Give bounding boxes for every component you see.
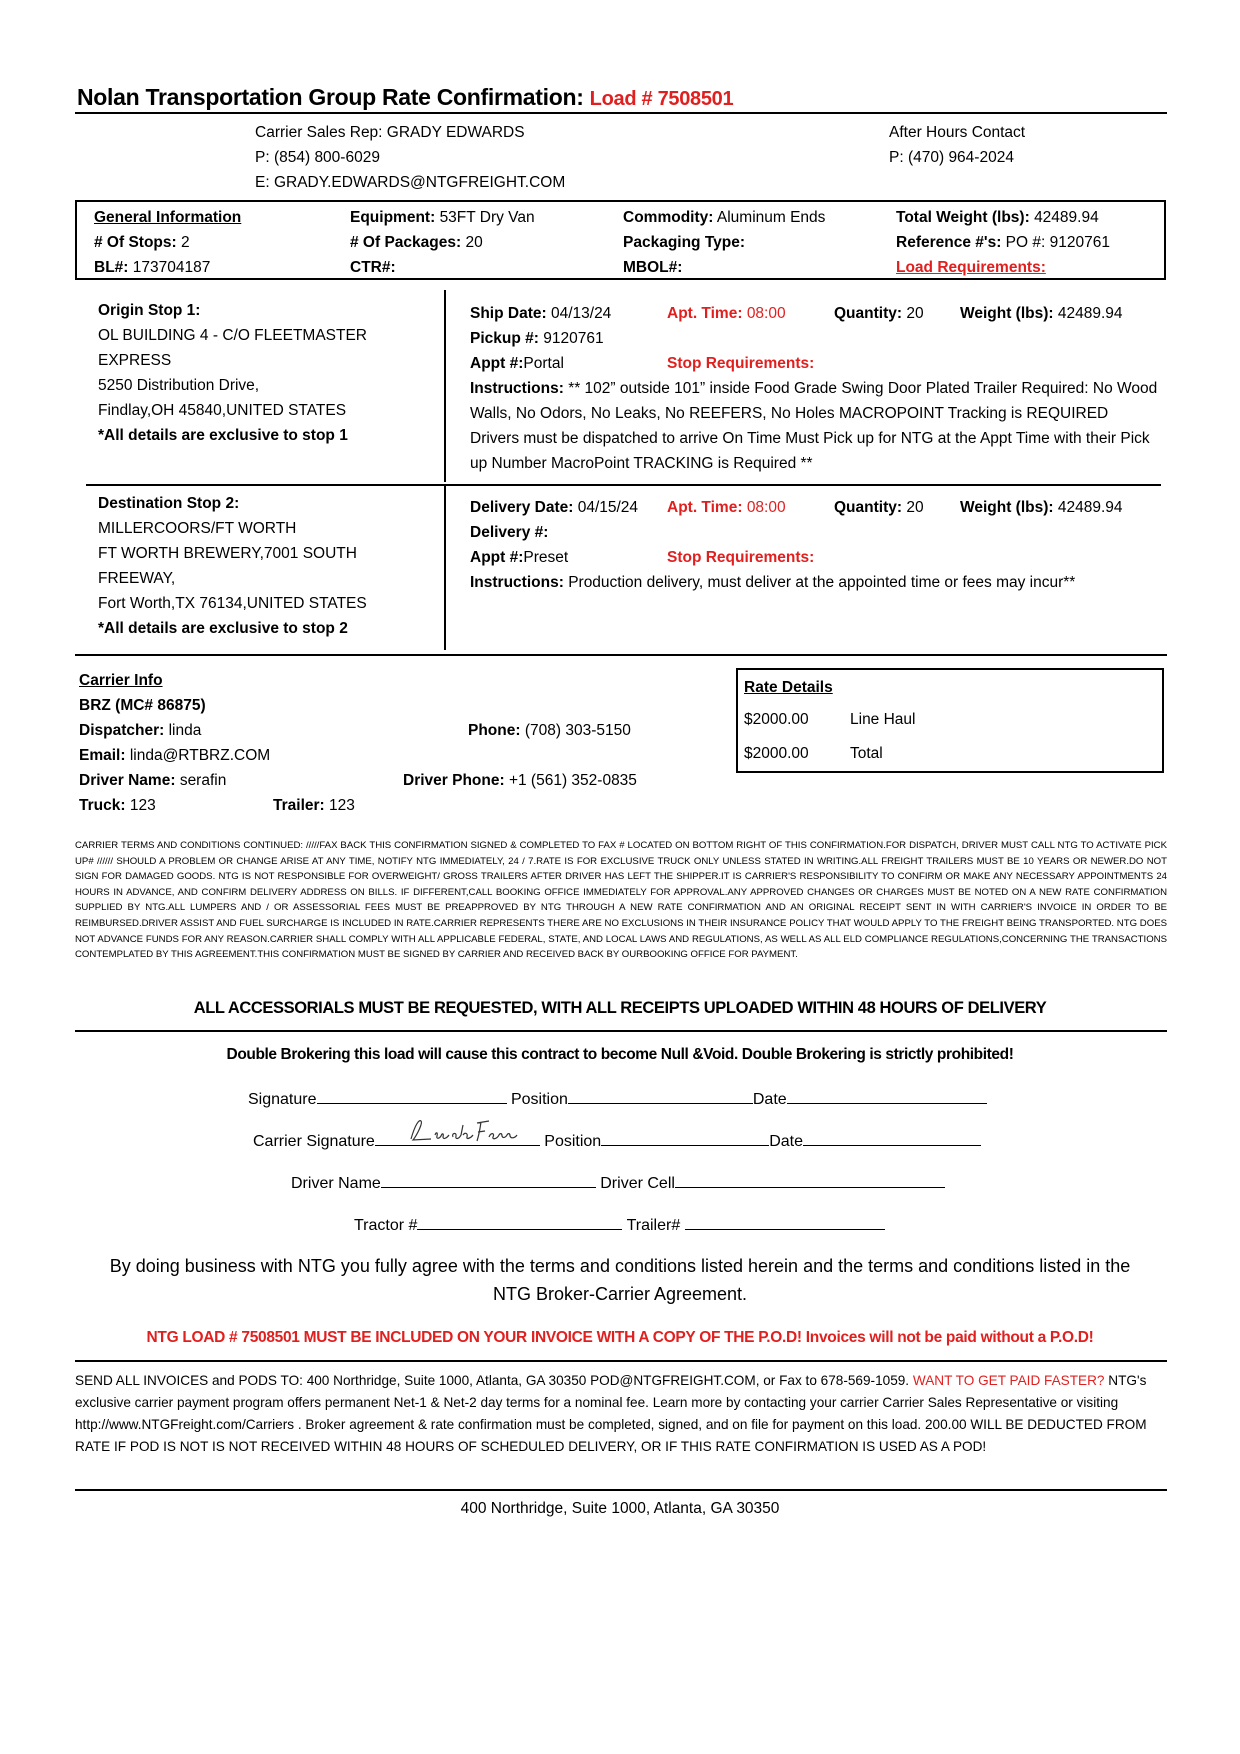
sales-rep-phone: P: (854) 800-6029 [255,149,380,166]
line-haul-amount: $2000.00 [744,711,809,728]
carrier-phone: Phone: (708) 303-5150 [468,722,631,739]
carrier-info-heading: Carrier Info [79,672,163,689]
agreement-line-2: NTG Broker-Carrier Agreement. [492,1284,748,1304]
origin-name-1: OL BUILDING 4 - C/O FLEETMASTER [98,327,368,344]
rate-details-heading: Rate Details [744,679,833,696]
driver-phone: Driver Phone: +1 (561) 352-0835 [403,772,637,789]
total-label: Total [850,745,883,762]
destination-heading: Destination Stop 2: [98,495,240,512]
position-label: Position [510,1091,568,1108]
origin-apt-time: Apt. Time: 08:00 [667,305,786,322]
pickup-number: Pickup #: 9120761 [470,330,604,347]
document-title [77,84,733,111]
origin-weight: Weight (lbs): 42489.94 [960,305,1123,322]
driver-cell-field[interactable] [675,1173,945,1188]
stops-count: # Of Stops: 2 [94,234,190,251]
destination-name-3: FREEWAY, [98,570,176,587]
tractor-label: Tractor # [354,1217,418,1234]
destination-name-2: FT WORTH BREWERY,7001 SOUTH [98,545,357,562]
destination-exclusive-note: *All details are exclusive to stop 2 [98,620,348,637]
truck-number: Truck: 123 [79,797,156,814]
signature-row [248,1089,987,1109]
driver-name: Driver Name: serafin [79,772,227,789]
general-info-heading: General Information [94,209,242,226]
destination-appt-number: Appt #:Preset [470,549,569,566]
trailer-field[interactable] [685,1215,885,1230]
origin-stop-block [98,298,438,448]
sales-rep-block [255,120,565,195]
equipment: Equipment: 53FT Dry Van [350,209,535,226]
date-label: Date [752,1091,787,1108]
dispatcher: Dispatcher: linda [79,722,202,739]
load-requirements-link[interactable]: Load Requirements: [896,259,1046,276]
carrier-signature-row [253,1131,981,1151]
general-information-box [75,200,1166,280]
destination-weight: Weight (lbs): 42489.94 [960,499,1123,516]
origin-quantity: Quantity: 20 [834,305,924,322]
stop-separator [86,484,1161,486]
origin-name-2: EXPRESS [98,352,172,369]
footer-rule [75,1489,1167,1491]
double-brokering-notice: Double Brokering this load will cause this contract to become Null &Void. Double Brokering is strictly prohibited! [226,1046,1014,1063]
carrier-date-label: Date [769,1133,803,1150]
position-field[interactable] [568,1089,753,1104]
ctr-number: CTR#: [350,259,396,276]
driver-row [291,1173,945,1193]
paid-faster-link[interactable]: WANT TO GET PAID FASTER? [912,1373,1105,1388]
trailer-number: Trailer: 123 [273,797,355,814]
destination-name-1: MILLERCOORS/FT WORTH [98,520,297,537]
pod-notice: NTG LOAD # 7508501 MUST BE INCLUDED ON YOUR INVOICE WITH A COPY OF THE P.O.D! Invoices will not be paid without a P.O.D! [146,1329,1094,1346]
origin-appt-number: Appt #:Portal [470,355,564,372]
send-invoices-text: SEND ALL INVOICES and PODS TO: 400 Northridge, Suite 1000, Atlanta, GA 30350 POD@NTGFREIGHT.COM, or Fax to 678-569-1059. [75,1373,910,1388]
destination-stop-block [98,491,438,641]
total-weight: Total Weight (lbs): 42489.94 [896,209,1099,226]
delivery-date: Delivery Date: 04/15/24 [470,499,639,516]
commodity: Commodity: Aluminum Ends [623,209,826,226]
payment-program-text: NTG's exclusive carrier payment program offers permanent Net-1 & Net-2 day terms for a nominal fee. Learn more by contacting your carrier Carrier Sales Representative or visiting http://www.NTGFreight.com/Carriers . Broker agreement & rate confirmation must be completed, signed, and on file for payment on this load. 200.00 WILL BE DEDUCTED FROM RATE IF POD IS NOT IS NOT RECEIVED WITHIN 48 HOURS OF SCHEDULED DELIVERY, OR IF THIS RATE CONFIRMATION IS USED AS A POD! [75,1373,1147,1454]
destination-apt-time: Apt. Time: 08:00 [667,499,786,516]
carrier-email: Email: linda@RTBRZ.COM [79,747,271,764]
line-haul-label: Line Haul [850,711,916,728]
carrier-position-label: Position [544,1133,602,1150]
rate-details-box [736,668,1164,773]
agreement-line-1: By doing business with NTG you fully agree with the terms and conditions listed herein and the terms and conditions listed in the [109,1256,1131,1276]
carrier-signature-label: Carrier Signature [253,1133,375,1150]
invoice-instructions [75,1370,1167,1458]
pod-rule [75,1360,1167,1362]
destination-stop-requirements: Stop Requirements: [667,549,815,566]
packaging-type: Packaging Type: [623,234,746,251]
ship-date: Ship Date: 04/13/24 [470,305,612,322]
driver-cell-label: Driver Cell [600,1175,675,1192]
destination-divider [444,486,446,650]
origin-address-2: Findlay,OH 45840,UNITED STATES [98,402,347,419]
sales-rep-name: Carrier Sales Rep: GRADY EDWARDS [255,124,525,141]
origin-instructions: Instructions: ** 102” outside 101” inside Food Grade Swing Door Plated Trailer Required: No Wood Walls, No Odors, No Leaks, No REEFERS, No Holes MACROPOINT Tracking is REQUIRED Drivers must be dispatched to arrive On Time Must Pick up for NTG at the Appt Time with their Pick up Number MacroPoint TRACKING is Required ** [470,380,1158,472]
mbol-number: MBOL#: [623,259,683,276]
title-rule [75,112,1167,114]
driver-name-label: Driver Name [291,1175,381,1192]
packages-count: # Of Packages: 20 [350,234,483,251]
signature-label: Signature [248,1091,317,1108]
origin-divider [444,290,446,482]
carrier-name: BRZ (MC# 86875) [79,697,206,714]
origin-heading: Origin Stop 1: [98,302,201,319]
handwritten-signature [405,1115,525,1145]
total-amount: $2000.00 [744,745,809,762]
signature-field[interactable] [317,1089,507,1104]
load-number: Load # 7508501 [589,88,734,110]
carrier-position-field[interactable] [601,1131,769,1146]
accessorials-notice: ALL ACCESSORIALS MUST BE REQUESTED, WITH ALL RECEIPTS UPLOADED WITHIN 48 HOURS OF DELIVERY [193,999,1047,1017]
after-hours-phone: P: (470) 964-2024 [889,149,1014,166]
bl-number: BL#: 173704187 [94,259,211,276]
carrier-date-field[interactable] [803,1131,981,1146]
stops-bottom-rule [75,654,1167,656]
equipment-row [354,1215,885,1235]
tractor-field[interactable] [417,1215,622,1230]
reference-numbers: Reference #'s: PO #: 9120761 [896,234,1110,251]
origin-exclusive-note: *All details are exclusive to stop 1 [98,427,348,444]
title-text: Nolan Transportation Group Rate Confirmation: [77,84,584,110]
terms-and-conditions: CARRIER TERMS AND CONDITIONS CONTINUED: /////FAX BACK THIS CONFIRMATION SIGNED & COMPLETED TO FAX # LOCATED ON BOTTOM RIGHT OF THIS CONFIRMATION.FOR DISPATCH, DRIVER MUST CALL NTG TO ACTIVATE PICK UP# ////// SHOULD A PROBLEM OR CHANGE ARISE AT ANY TIME, NOTIFY NTG IMMEDIATELY, 24 / 7.RATE IS FOR EXCLUSIVE TRUCK ONLY UNLESS STATED IN WRITING.ALL FREIGHT TRAILERS MUST BE 10 YEARS OR NEWER.DO NOT SIGN FOR DAMAGED GOODS. NTG IS NOT RESPONSIBLE FOR OVERWEIGHT/ GROSS TRAILERS AFTER DRIVER HAS LEFT THE SHIPPER.IT IS CARRIER'S RESPONSIBILITY TO CONFIRM OR MAKE ANY NECESSARY APPOINTMENTS 24 HOURS IN ADVANCE, AND CONFIRM DELIVERY ADDRESS ON BILLS. IF DIFFERENT,CALL BOOKING OFFICE IMMEDIATELY FOR APPROVAL.ANY APPROVED CHANGES OR CHARGES MUST BE NOTED ON A NEW RATE CONFIRMATION SUPPLIED BY NTG.ALL LUMPERS AND / OR ASSESSORIAL FEES MUST BE PREAPPROVED BY NTG THROUGH A NEW RATE CONFIRMATION AND AN ORIGINAL RECEIPT SENT IN WITH CARRIER'S INVOICE IN ORDER TO BE REIMBURSED.DRIVER ASSIST AND FUEL SURCHARGE IS INCLUDED IN RATE.CARRIER REPRESENTS THERE ARE NO EXCLUSIONS IN THEIR INSURANCE POLICY THAT WOULD APPLY TO THE FREIGHT BEING TRANSPORTED. NTG DOES NOT ADVANCE FUNDS FOR ANY REASON.CARRIER SHALL COMPLY WITH ALL APPLICABLE FEDERAL, STATE, AND LOCAL LAWS AND REGULATIONS, AS WELL AS ALL ELD COMPLIANCE REGULATIONS,CONCERNING THE TRANSACTIONS CONTEMPLATED BY THIS AGREEMENT.THIS CONFIRMATION MUST BE SIGNED BY CARRIER AND RECEIVED BACK BY OURBOOKING OFFICE FOR PAYMENT. [75,840,1167,961]
driver-name-field[interactable] [381,1173,596,1188]
sales-rep-email: E: GRADY.EDWARDS@NTGFREIGHT.COM [255,174,566,191]
origin-address-1: 5250 Distribution Drive, [98,377,260,394]
destination-instructions: Instructions: Production delivery, must deliver at the appointed time or fees may incur** [470,574,1076,591]
delivery-number: Delivery #: [470,524,549,541]
date-field[interactable] [787,1089,987,1104]
destination-address: Fort Worth,TX 76134,UNITED STATES [98,595,367,612]
after-hours-block [889,120,1025,170]
footer-address: 400 Northridge, Suite 1000, Atlanta, GA 30350 [460,1500,780,1517]
trailer-label: Trailer# [626,1217,681,1234]
notice-rule [75,1030,1167,1032]
destination-quantity: Quantity: 20 [834,499,924,516]
origin-stop-requirements: Stop Requirements: [667,355,815,372]
after-hours-label: After Hours Contact [889,124,1026,141]
